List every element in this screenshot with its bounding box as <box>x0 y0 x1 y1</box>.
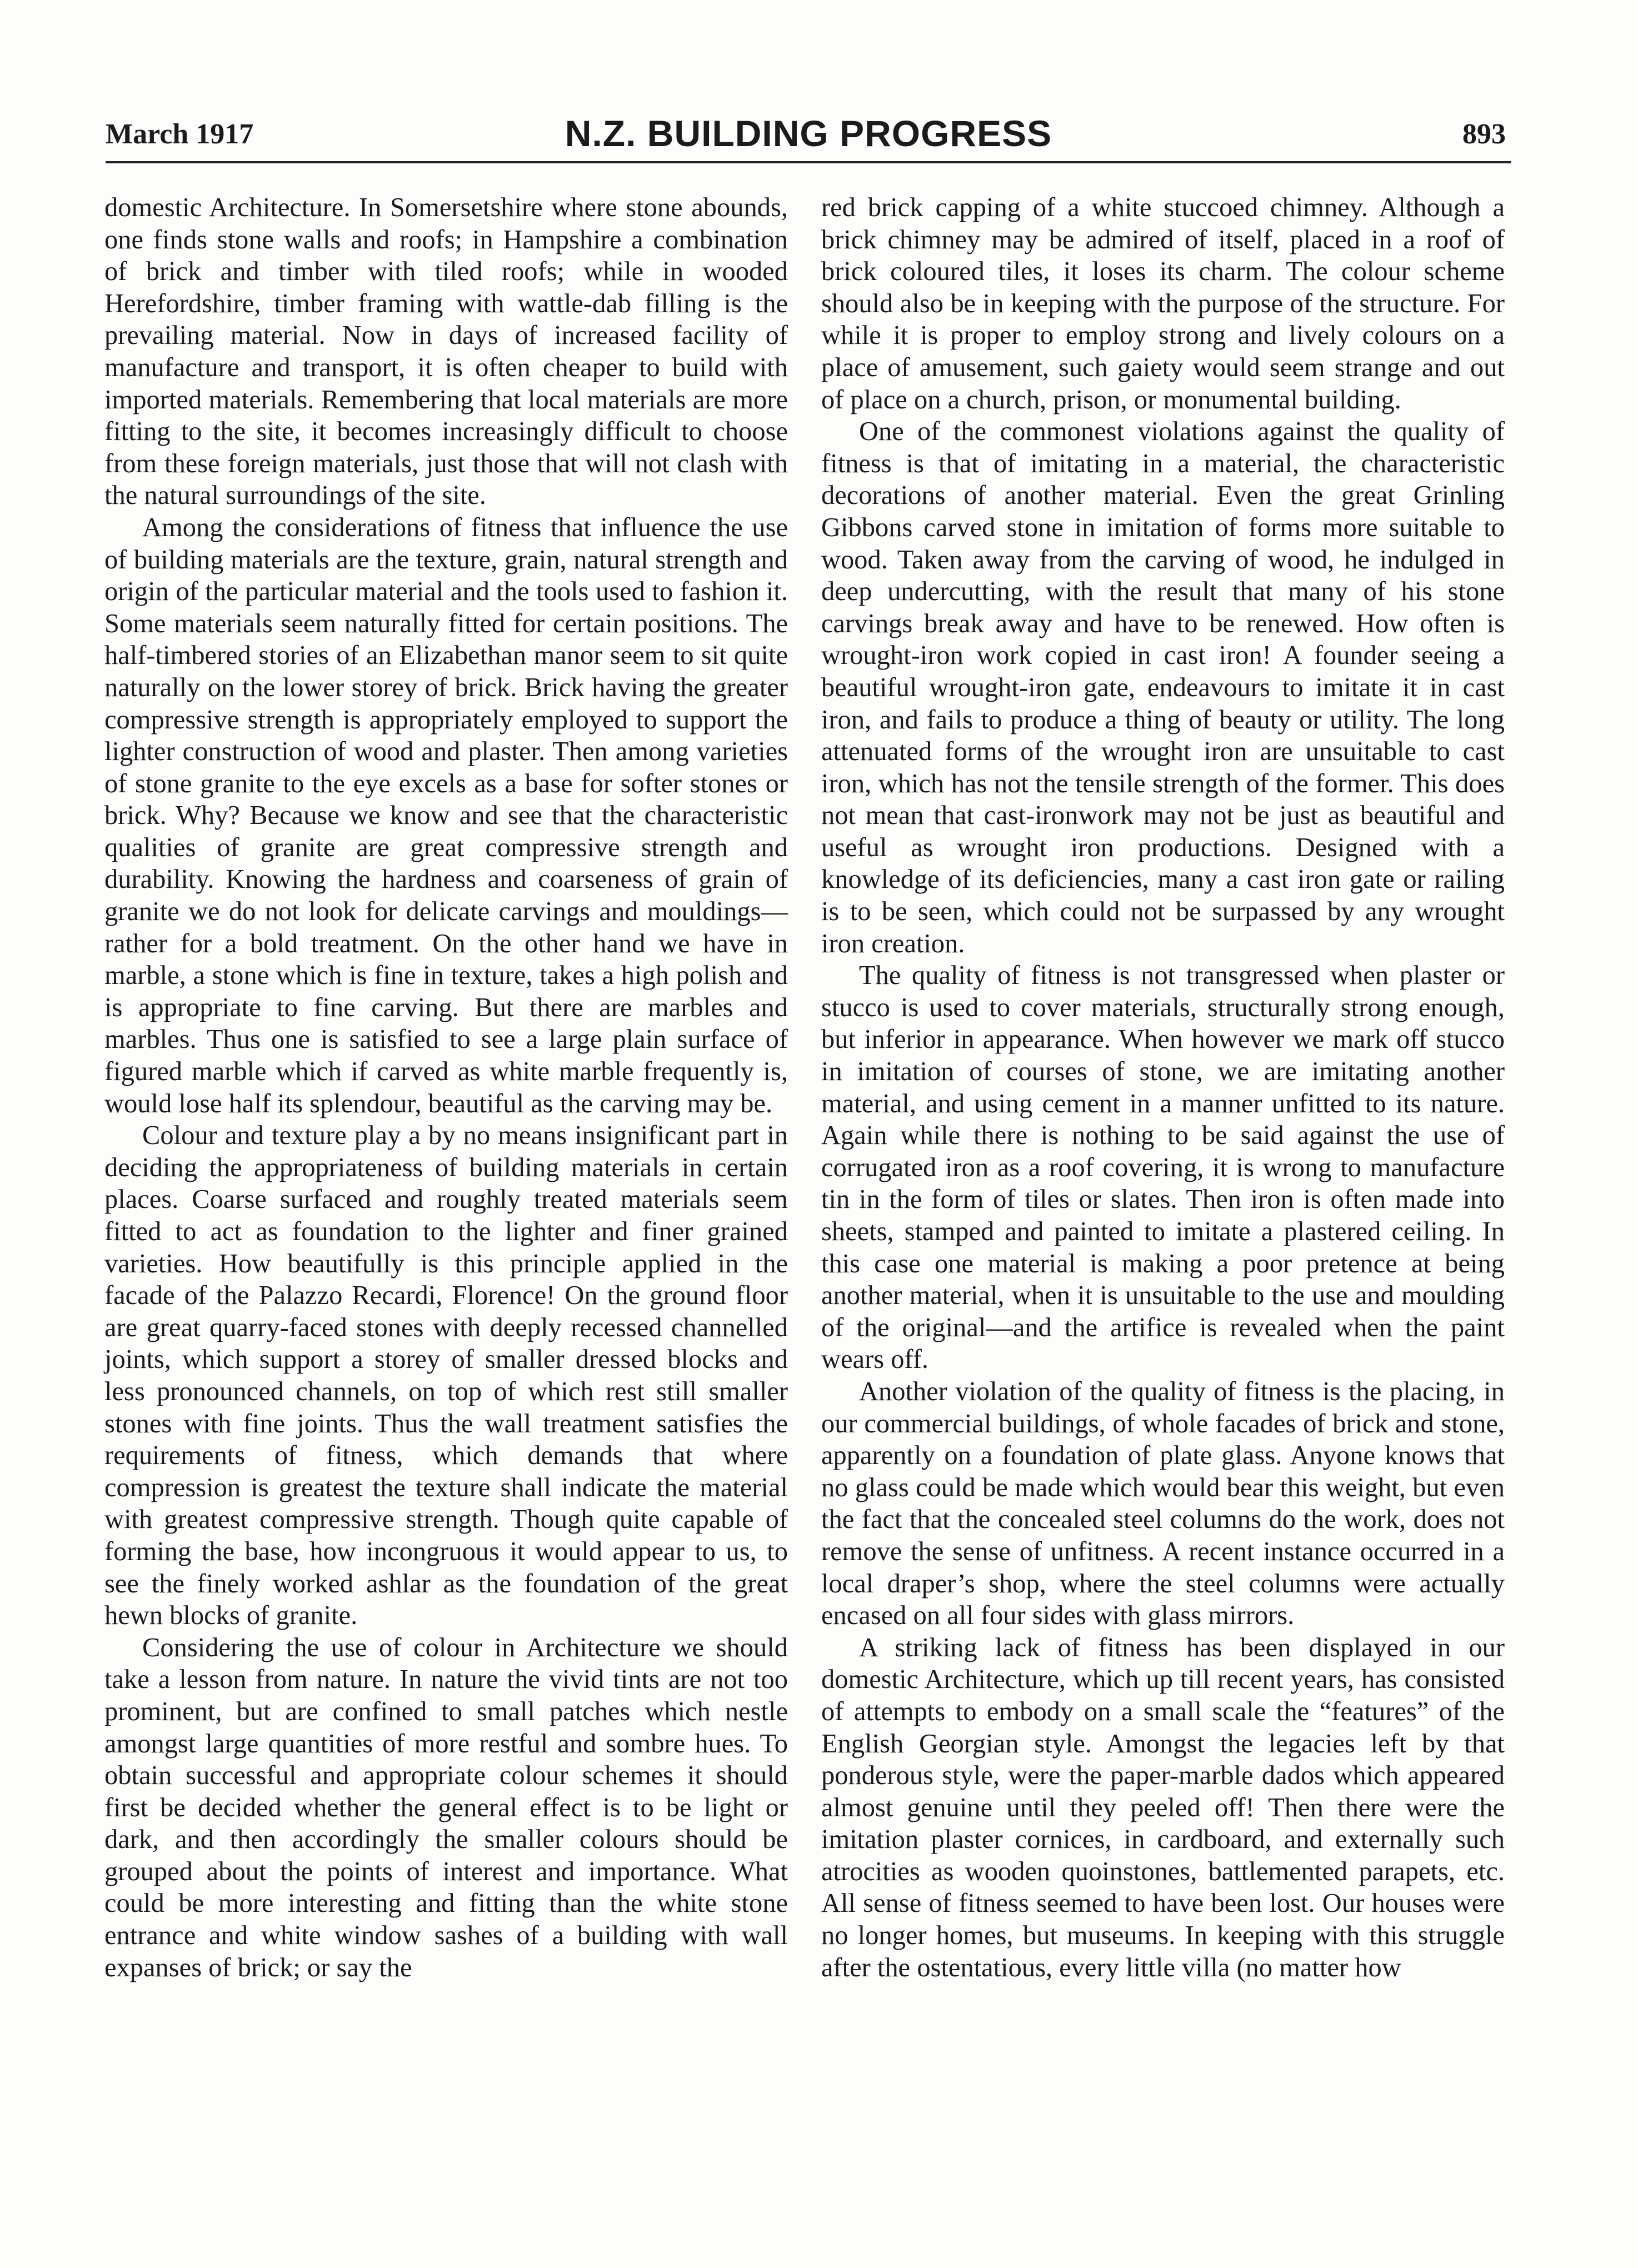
paragraph: red brick capping of a white stuccoed chimney. Although a brick chimney may be admired of itself, placed in a roof of brick coloured tiles, it loses its charm. The colour scheme should also be in keeping with the purpose of the structure. For while it is proper to employ strong and lively colours on a place of amusement, such gaiety would seem strange and out of place on a church, prison, or monumental building. <box>821 193 1505 414</box>
paragraph: Considering the use of colour in Architecture we should take a lesson from nature. In nature the vivid tints are not too prominent, but are confined to small patches which nestle amongst large quantities of more restful and sombre hues. To obtain successful and appropriate colour schemes it should first be decided whether the general effect is to be light or dark, and then accordingly the smaller colours should be grouped about the points of interest and importance. What could be more interesting and fitting than the white stone entrance and white window sashes of a building with wall expanses of brick; or say the <box>104 1632 788 1982</box>
page-number: 893 <box>1462 118 1506 150</box>
right-column <box>821 192 1505 1984</box>
paragraph: Another violation of the quality of fitness is the placing, in our commercial buildings, of whole facades of brick and stone, apparently on a foundation of plate glass. Anyone knows that no glass could be made which would bear this weight, but even the fact that the concealed steel columns do the work, does not remove the sense of unfitness. A recent instance occurred in a local draper’s shop, where the steel columns were actually encased on all four sides with glass mirrors. <box>821 1376 1505 1631</box>
paragraph: Colour and texture play a by no means insignificant part in deciding the appropriateness of building materials in certain places. Coarse surfaced and roughly treated materials seem fitted to act as foundation to the lighter and finer grained varieties. How beautifully is this principle applied in the facade of the Palazzo Recardi, Florence! On the ground floor are great quarry-faced stones with deeply recessed channelled joints, which support a storey of smaller dressed blocks and less pronounced channels, on top of which rest still smaller stones with fine joints. Thus the wall treatment satisfies the requirements of fitness, which demands that where compression is greatest the texture shall indicate the material with greatest compressive strength. Though quite capable of forming the base, how incongruous it would appear to us, to see the finely worked ashlar as the foundation of the great hewn blocks of granite. <box>104 1121 788 1631</box>
issue-date: March 1917 <box>106 118 254 150</box>
publication-title: N.Z. BUILDING PROGRESS <box>565 113 1052 154</box>
paragraph: The quality of fitness is not transgressed when plaster or stucco is used to cover materials, structurally strong enough, but inferior in appearance. When however we mark off stucco in imitation of courses of stone, we are imitating another material, and using cement in a manner unfitted to its nature. Again while there is nothing to be said against the use of corrugated iron as a roof covering, it is wrong to manufacture tin in the form of tiles or slates. Then iron is often made into sheets, stamped and painted to imitate a plastered ceiling. In this case one material is making a poor pretence at being another material, when it is unsuitable to the use and moulding of the original—and the artifice is revealed when the paint wears off. <box>821 961 1505 1375</box>
left-column <box>104 192 788 1984</box>
paragraph: Among the considerations of fitness that influence the use of building materials are the texture, grain, natural strength and origin of the particular material and the tools used to fashion it. Some materials seem naturally fitted for certain positions. The half-timbered stories of an Elizabethan manor seem to sit quite naturally on the lower storey of brick. Brick having the greater compressive strength is appropriately employed to support the lighter construction of wood and plaster. Then among varieties of stone granite to the eye excels as a base for softer stones or brick. Why? Because we know and see that the characteristic qualities of granite are great compressive strength and durability. Knowing the hardness and coarseness of grain of granite we do not look for delicate carvings and mouldings—rather for a bold treatment. On the other hand we have in marble, a stone which is fine in texture, takes a high polish and is appropriate to fine carving. But there are marbles and marbles. Thus one is satisfied to see a large plain surface of figured marble which if carved as white marble frequently is, would lose half its splendour, beautiful as the carving may be. <box>104 512 788 1118</box>
paragraph: A striking lack of fitness has been displayed in our domestic Architecture, which up till recent years, has consisted of attempts to embody on a small scale the “features” of the English Georgian style. Amongst the legacies left by that ponderous style, were the paper-marble dados which appeared almost genuine until they peeled off! Then there were the imitation plaster cornices, in cardboard, and externally such atrocities as wooden quoinstones, battlemented parapets, etc. All sense of fitness seemed to have been lost. Our houses were no longer homes, but museums. In keeping with this struggle after the ostentatious, every little villa (no matter how <box>821 1632 1505 1982</box>
paragraph: domestic Architecture. In Somersetshire where stone abounds, one finds stone walls and roofs; in Hampshire a combination of brick and timber with tiled roofs; while in wooded Herefordshire, timber framing with wattle-dab filling is the prevailing material. Now in days of increased facility of manufacture and transport, it is often cheaper to build with imported materials. Remembering that local materials are more fitting to the site, it becomes increasingly difficult to choose from these foreign materials, just those that will not clash with the natural surroundings of the site. <box>104 193 788 511</box>
paragraph: One of the commonest violations against the quality of fitness is that of imitating in a material, the characteristic decorations of another material. Even the great Grinling Gibbons carved stone in imitation of forms more suitable to wood. Taken away from the carving of wood, he indulged in deep undercutting, with the result that many of his stone carvings break away and have to be renewed. How often is wrought-iron work copied in cast iron! A founder seeing a beautiful wrought-iron gate, endeavours to imitate it in cast iron, and fails to produce a thing of beauty or utility. The long attenuated forms of the wrought iron are unsuitable to cast iron, which has not the tensile strength of the former. This does not mean that cast-ironwork may not be just as beautiful and useful as wrought iron productions. Designed with a knowledge of its deficiencies, many a cast iron gate or railing is to be seen, which could not be surpassed by any wrought iron creation. <box>821 417 1505 958</box>
running-head <box>106 111 1511 163</box>
